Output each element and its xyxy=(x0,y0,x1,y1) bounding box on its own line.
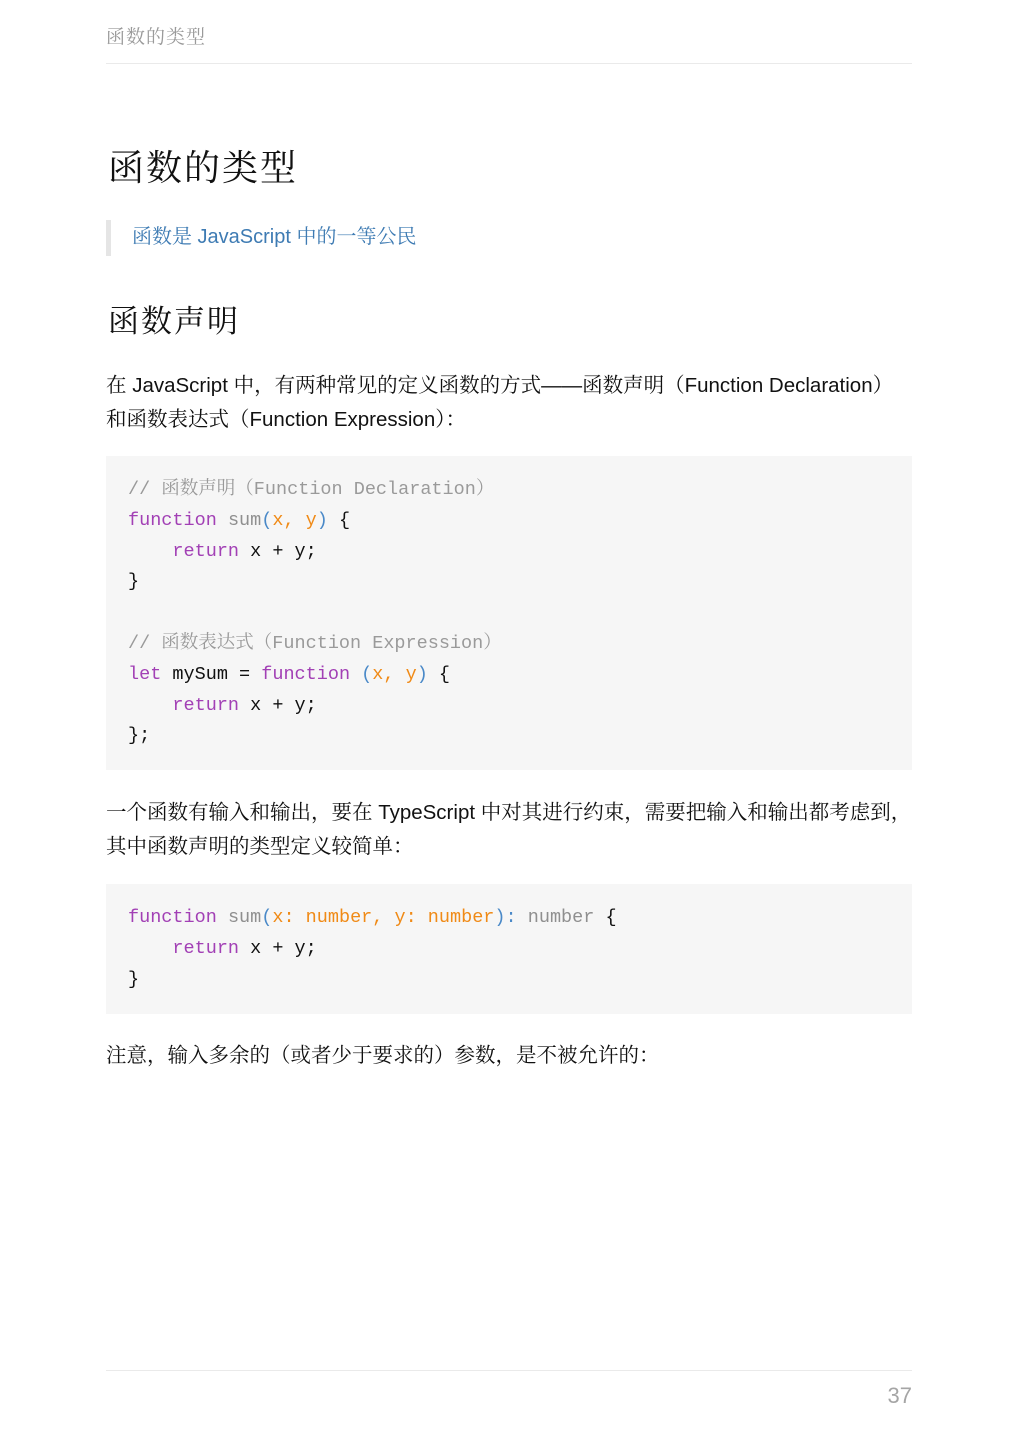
code-token-function: sum xyxy=(227,509,262,531)
code-token-plain xyxy=(517,907,528,928)
code-token-keyword: function xyxy=(128,509,217,531)
code-line xyxy=(128,907,617,928)
code-token-plain: x + y; xyxy=(239,540,317,562)
code-token-plain: mySum = xyxy=(161,663,262,685)
code-token-paren: ): xyxy=(494,907,517,928)
code-token-keyword: return xyxy=(172,540,240,562)
code-token-plain xyxy=(350,664,361,685)
code-line xyxy=(128,938,317,959)
code-token-plain xyxy=(128,541,172,562)
footer-divider xyxy=(106,1370,912,1371)
section-heading: 函数声明 xyxy=(108,304,240,340)
code-block-typed-function xyxy=(106,884,912,1014)
document-page xyxy=(106,0,912,1440)
code-token-comment: // 函数表达式（Function Expression） xyxy=(128,632,502,654)
code-token-paren: ( xyxy=(361,663,373,685)
code-token-plain xyxy=(217,907,228,928)
blockquote: 函数是 JavaScript 中的一等公民 xyxy=(106,220,902,256)
code-line xyxy=(128,664,450,685)
intro-paragraph: 在 JavaScript 中，有两种常见的定义函数的方式——函数声明（Function Declaration）和函数表达式（Function Expression）： xyxy=(106,374,894,431)
code-token-comment: // 函数声明（Function Declaration） xyxy=(128,479,495,500)
code-token-paren: ( xyxy=(261,907,273,928)
code-token-paren: ) xyxy=(416,663,428,685)
code-line xyxy=(128,725,150,746)
code-token-keyword: return xyxy=(172,937,240,959)
code-line xyxy=(128,633,502,654)
code-token-paren: ( xyxy=(261,509,273,531)
header-divider xyxy=(106,63,912,64)
page-number: 37 xyxy=(887,1383,912,1408)
code-token-type: number xyxy=(527,907,595,928)
code-line xyxy=(128,479,494,500)
code-token-plain: x + y; xyxy=(239,694,317,716)
note-paragraph: 注意，输入多余的（或者少于要求的）参数，是不被允许的： xyxy=(106,1044,660,1067)
code-token-plain: { xyxy=(594,907,617,928)
code-token-plain: x + y; xyxy=(239,937,317,959)
code-token-plain: { xyxy=(427,663,451,685)
code-token-plain: }; xyxy=(128,725,151,747)
code-token-param: x, y xyxy=(372,663,417,685)
code-token-plain: } xyxy=(128,968,140,990)
code-line xyxy=(128,541,317,562)
code-token-paren: ) xyxy=(316,509,328,531)
code-token-param: x: number, y: number xyxy=(272,907,495,928)
code-line xyxy=(128,571,139,592)
code-line xyxy=(128,510,350,531)
code-token-keyword: let xyxy=(128,663,162,685)
page-title: 函数的类型 xyxy=(108,148,299,189)
code-token-plain xyxy=(128,938,172,959)
code-token-plain xyxy=(128,695,172,716)
code-token-keyword: return xyxy=(172,694,240,716)
running-header: 函数的类型 xyxy=(106,26,207,48)
code-token-function: sum xyxy=(227,907,262,928)
code-token-keyword: function xyxy=(261,663,351,685)
code-block-declarations xyxy=(106,456,912,770)
code-token-plain xyxy=(217,510,228,531)
code-line xyxy=(128,969,139,990)
code-line xyxy=(128,695,317,716)
code-token-plain: { xyxy=(327,509,351,531)
code-token-param: x, y xyxy=(272,509,317,531)
code-token-plain: } xyxy=(128,571,140,593)
code-token-keyword: function xyxy=(128,907,217,928)
typing-paragraph: 一个函数有输入和输出，要在 TypeScript 中对其进行约束，需要把输入和输出都考虑到，其中函数声明的类型定义较简单： xyxy=(106,801,912,858)
